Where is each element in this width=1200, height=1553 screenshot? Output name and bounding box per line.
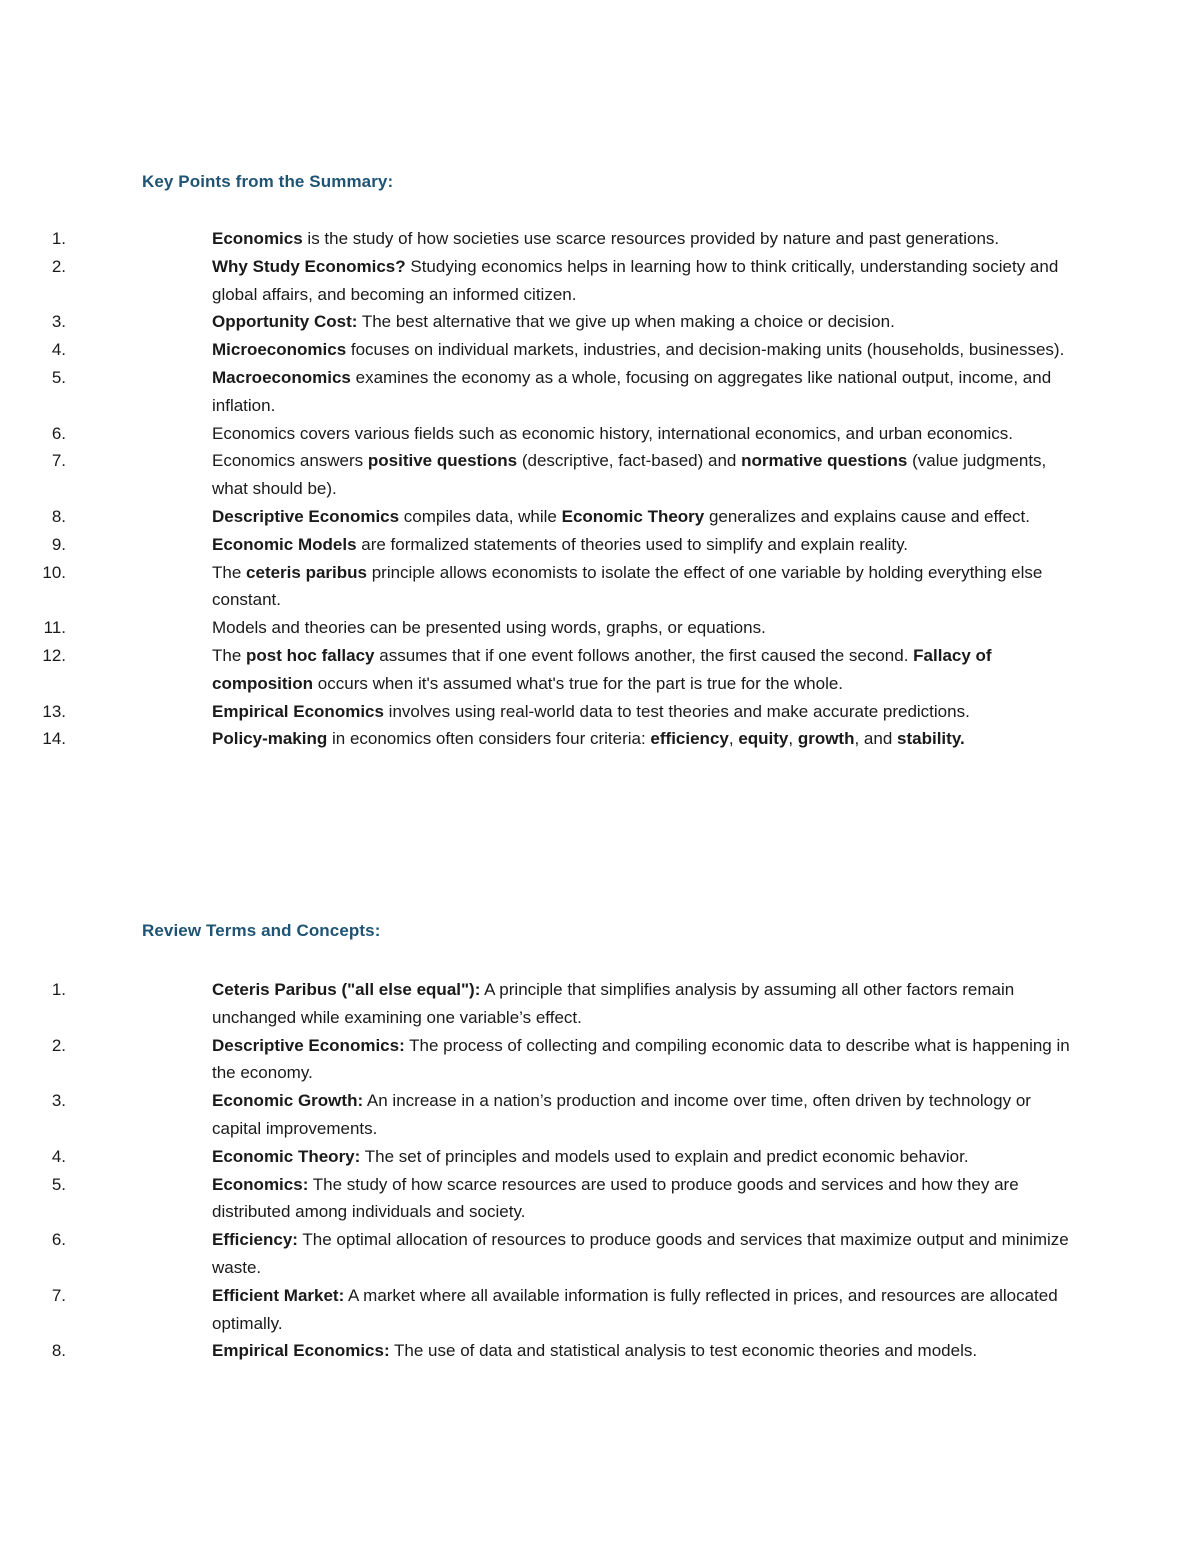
list-item-number: 1.	[51, 980, 66, 999]
list-item	[0, 1032, 1072, 1088]
list-item-text: The process of collecting and compiling economic data to describe what is happening in the economy.	[212, 1035, 1070, 1083]
key-points-list	[0, 225, 1200, 753]
list-item-number: 4.	[51, 340, 66, 360]
list-item	[0, 1337, 1072, 1365]
list-item-text: The study of how scarce resources are used to produce goods and services and how they are distributed among individuals and society.	[212, 1174, 1019, 1222]
list-item-text: The best alternative that we give up when making a choice or decision.	[357, 312, 895, 332]
list-item-text: generalizes and explains cause and effect.	[704, 506, 1030, 526]
list-item	[0, 503, 1072, 531]
list-item-number: 13.	[42, 701, 66, 721]
bold-term: Policy-making	[212, 729, 328, 749]
list-item	[0, 253, 1072, 309]
list-item-number: 11.	[43, 618, 66, 638]
list-item-text: A market where all available information is fully reflected in prices, and resources are allocated optimally.	[212, 1285, 1058, 1333]
list-item	[0, 308, 1072, 336]
list-item-text: focuses on individual markets, industries, and decision-making units (households, businesses).	[346, 340, 1065, 360]
list-item-text: occurs when it's assumed what's true for the part is true for the whole.	[313, 673, 844, 693]
list-item	[0, 1171, 1072, 1227]
list-item-text: ,	[788, 729, 798, 749]
list-item-number: 2.	[51, 1035, 66, 1055]
bold-term: normative questions	[741, 451, 908, 471]
list-item-number: 7.	[51, 451, 66, 471]
bold-term: Fallacy of composition	[212, 645, 992, 693]
list-item	[0, 976, 1072, 1032]
list-item-number: 7.	[51, 1285, 66, 1305]
bold-term: Descriptive Economics:	[212, 1035, 405, 1055]
bold-term: Economic Growth:	[212, 1091, 364, 1111]
list-item	[0, 698, 1072, 726]
list-item-text: in economics often considers four criteria:	[327, 729, 651, 749]
list-item-number: 9.	[51, 534, 66, 554]
list-item-text: Economics covers various fields such as economic history, international economics, and urban economics.	[212, 423, 1013, 443]
bold-term: efficiency	[650, 729, 729, 749]
list-item-number: 12.	[42, 645, 66, 665]
list-item-number: 2.	[51, 256, 66, 276]
bold-term: growth	[797, 729, 855, 749]
list-item-number: 8.	[51, 1341, 66, 1361]
bold-term: Macroeconomics	[212, 367, 351, 387]
list-item-number: 6.	[51, 423, 66, 443]
list-item-text: involves using real-world data to test theories and make accurate predictions.	[383, 701, 970, 721]
list-item-number: 6.	[51, 1230, 66, 1250]
list-item-number: 1.	[51, 229, 66, 248]
list-item-number: 8.	[51, 506, 66, 526]
bold-term: Efficiency:	[212, 1230, 298, 1250]
list-item-text: An increase in a nation’s production and income over time, often driven by technology or capital improvements.	[212, 1091, 1031, 1138]
list-item	[0, 531, 1072, 559]
list-item	[0, 1143, 1072, 1171]
list-item-number: 10.	[42, 562, 66, 582]
list-item-text: A principle that simplifies analysis by assuming all other factors remain unchanged while examining one variable’s effect.	[212, 980, 1015, 1027]
list-item	[0, 614, 1072, 642]
list-item-text: compiles data, while	[399, 506, 562, 526]
list-item-text: , and	[854, 729, 898, 749]
bold-term: positive questions	[367, 451, 518, 471]
bold-term: Ceteris Paribus ("all else equal"):	[212, 980, 481, 999]
bold-term: equity	[738, 729, 789, 749]
list-item-text: Models and theories can be presented using words, graphs, or equations.	[212, 618, 766, 638]
list-item	[0, 364, 1072, 420]
list-item	[0, 420, 1072, 448]
list-item-number: 3.	[51, 312, 66, 332]
bold-term: Efficient Market:	[212, 1285, 345, 1305]
section-heading-key-points: Key Points from the Summary:	[142, 172, 394, 191]
bold-term: Economics:	[212, 1174, 309, 1194]
list-item-text: assumes that if one event follows another, the first caused the second.	[374, 645, 914, 665]
list-item-text: The optimal allocation of resources to produce goods and services that maximize output and minimize waste.	[212, 1230, 1069, 1277]
list-item-text: principle allows economists to isolate the effect of one variable by holding everything else constant.	[212, 562, 1043, 610]
list-item-text: The	[212, 562, 247, 582]
list-item-text: examines the economy as a whole, focusing on aggregates like national output, income, and inflation.	[212, 367, 1052, 415]
bold-term: Microeconomics	[212, 340, 347, 360]
list-item	[0, 642, 1072, 698]
list-item	[0, 559, 1072, 615]
bold-term: post hoc fallacy	[246, 645, 375, 665]
list-item-text: The set of principles and models used to explain and predict economic behavior.	[360, 1146, 969, 1166]
list-item	[0, 1226, 1072, 1282]
list-item-text: (value judgments, what should be).	[212, 451, 1047, 499]
list-item-number: 5.	[51, 1174, 66, 1194]
list-item	[0, 1282, 1072, 1338]
list-item-text: is the study of how societies use scarce resources provided by nature and past generations.	[302, 229, 1000, 248]
bold-term: Opportunity Cost:	[212, 312, 358, 332]
list-item-text: Economics answers	[212, 451, 368, 471]
bold-term: Why Study Economics?	[212, 256, 406, 276]
list-item	[0, 725, 1072, 753]
bold-term: Empirical Economics:	[212, 1341, 390, 1361]
list-item-text: are formalized statements of theories used to simplify and explain reality.	[356, 534, 909, 554]
list-item	[0, 225, 1072, 253]
list-item-number: 4.	[51, 1146, 66, 1166]
bold-term: stability.	[897, 729, 965, 749]
bold-term: Empirical Economics	[212, 701, 384, 721]
bold-term: Economic Theory	[561, 506, 705, 526]
list-item	[0, 1087, 1072, 1143]
list-item-text: The	[212, 645, 247, 665]
list-item-number: 5.	[51, 367, 66, 387]
bold-term: Economic Models	[212, 534, 357, 554]
list-item-text: The use of data and statistical analysis to test economic theories and models.	[389, 1341, 978, 1361]
bold-term: Economic Theory:	[212, 1146, 361, 1166]
list-item-text: Studying economics helps in learning how to think critically, understanding society and global affairs, and becoming an informed citizen.	[212, 256, 1059, 304]
list-item-text: (descriptive, fact-based) and	[517, 451, 742, 471]
list-item	[0, 336, 1072, 364]
list-item-text: ,	[728, 729, 739, 749]
bold-term: Economics	[212, 229, 303, 248]
bold-term: Descriptive Economics	[212, 506, 400, 526]
list-item	[0, 447, 1072, 503]
section-heading-review-terms: Review Terms and Concepts:	[142, 921, 381, 940]
review-terms-list	[0, 976, 1200, 1365]
list-item-number: 14.	[42, 729, 66, 749]
bold-term: ceteris paribus	[246, 562, 367, 582]
list-item-number: 3.	[51, 1091, 66, 1111]
